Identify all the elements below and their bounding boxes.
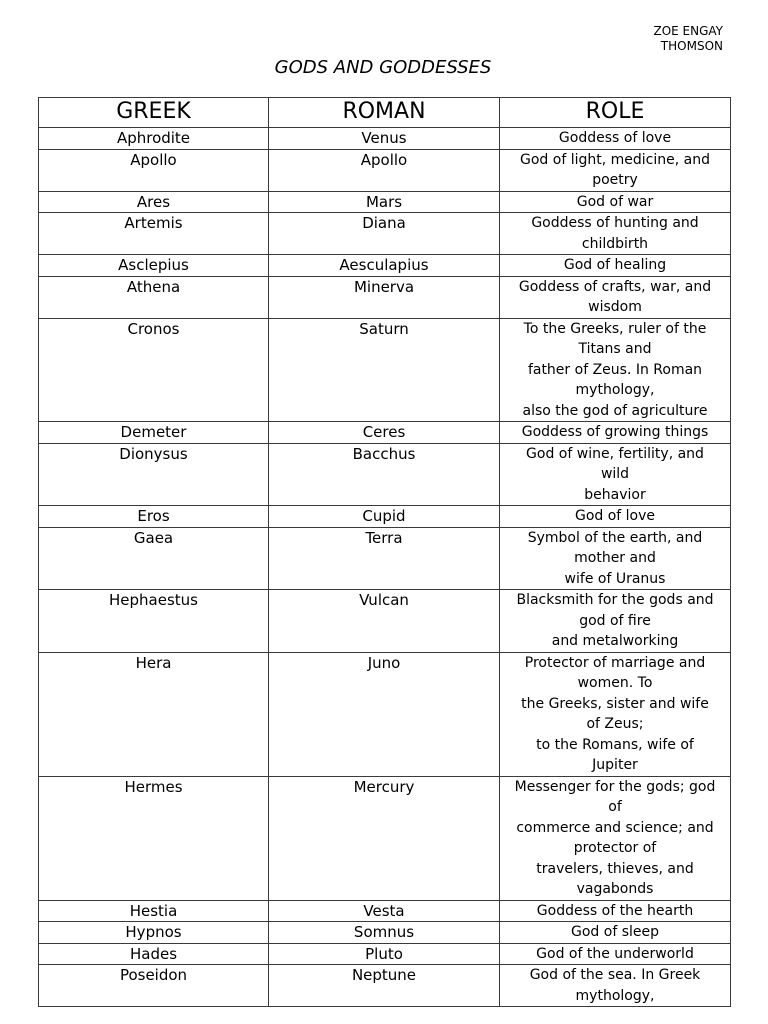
table-row	[39, 255, 731, 277]
role-line: mythology,	[575, 987, 655, 1004]
role-cell	[500, 149, 731, 191]
role-line: to the Romans, wife of	[536, 736, 694, 753]
column-header-greek: GREEK	[39, 98, 269, 128]
greek-name-cell: Hades	[39, 943, 269, 965]
table-header-row	[39, 98, 731, 128]
table-row	[39, 191, 731, 213]
role-line: mother and	[574, 550, 656, 566]
role-cell	[500, 590, 731, 653]
roman-name-cell: Terra	[269, 527, 500, 590]
role-line: childbirth	[581, 235, 649, 252]
role-line: women. To	[577, 675, 653, 691]
role-cell	[500, 213, 731, 255]
table-row	[39, 276, 731, 318]
table-body	[39, 128, 731, 1007]
role-cell	[500, 965, 731, 1007]
role-line: of Zeus;	[586, 716, 644, 732]
role-line: God of wine, fertility, and	[526, 445, 704, 462]
roman-name-cell: Aesculapius	[269, 255, 500, 277]
role-line: God of light, medicine, and	[520, 151, 710, 168]
author-line-1: ZOE ENGAY	[653, 24, 723, 38]
role-cell	[500, 776, 731, 900]
author-line-2: THOMSON	[660, 39, 723, 53]
greek-name-cell: Hestia	[39, 900, 269, 922]
roman-name-cell: Diana	[269, 213, 500, 255]
roman-name-cell: Apollo	[269, 149, 500, 191]
role-line: vagabonds	[576, 881, 654, 897]
table-row	[39, 943, 731, 965]
roman-name-cell: Juno	[269, 652, 500, 776]
greek-name-cell: Hephaestus	[39, 590, 269, 653]
roman-name-cell: Minerva	[269, 276, 500, 318]
roman-name-cell: Ceres	[269, 422, 500, 444]
role-line: Goddess of crafts, war, and	[518, 278, 712, 295]
role-line: wisdom	[588, 299, 642, 315]
column-header-role: ROLE	[500, 98, 731, 128]
role-line: and metalworking	[551, 633, 679, 649]
roman-name-cell: Somnus	[269, 922, 500, 944]
table-row	[39, 443, 731, 506]
role-cell	[500, 422, 731, 444]
table-row	[39, 652, 731, 776]
role-line: Protector of marriage and	[524, 654, 706, 671]
table-row	[39, 506, 731, 528]
table-row	[39, 422, 731, 444]
greek-name-cell: Eros	[39, 506, 269, 528]
role-line: the Greeks, sister and wife	[521, 695, 709, 712]
role-cell	[500, 943, 731, 965]
role-line: God of the sea. In Greek	[529, 967, 701, 983]
table-row	[39, 900, 731, 922]
table-row	[39, 149, 731, 191]
greek-name-cell: Demeter	[39, 422, 269, 444]
roman-name-cell: Mercury	[269, 776, 500, 900]
greek-name-cell: Hypnos	[39, 922, 269, 944]
role-line: Blacksmith for the gods and	[516, 592, 714, 608]
role-line: wild	[600, 466, 630, 482]
greek-name-cell: Asclepius	[39, 255, 269, 277]
roman-name-cell: Mars	[269, 191, 500, 213]
greek-name-cell: Ares	[39, 191, 269, 213]
role-line: mythology,	[575, 382, 655, 398]
greek-name-cell: Hermes	[39, 776, 269, 900]
table-row	[39, 776, 731, 900]
table-row	[39, 590, 731, 653]
table-row	[39, 922, 731, 944]
roman-name-cell: Saturn	[269, 318, 500, 422]
role-line: Symbol of the earth, and	[527, 529, 703, 546]
role-line: travelers, thieves, and	[536, 860, 694, 877]
role-cell	[500, 255, 731, 277]
role-line: also the god of agriculture	[522, 402, 708, 419]
role-cell	[500, 191, 731, 213]
role-cell	[500, 443, 731, 506]
column-header-roman: ROMAN	[269, 98, 500, 128]
author-name	[653, 24, 723, 54]
greek-name-cell: Apollo	[39, 149, 269, 191]
roman-name-cell: Vulcan	[269, 590, 500, 653]
role-line: Goddess of love	[558, 130, 672, 146]
role-line: god of fire	[579, 612, 651, 629]
greek-name-cell: Dionysus	[39, 443, 269, 506]
roman-name-cell: Vesta	[269, 900, 500, 922]
roman-name-cell: Cupid	[269, 506, 500, 528]
role-line: behavior	[584, 486, 646, 503]
role-line: God of the underworld	[536, 945, 694, 962]
greek-name-cell: Aphrodite	[39, 128, 269, 150]
role-line: God of love	[574, 508, 656, 524]
role-line: God of war	[576, 193, 654, 210]
table-row	[39, 527, 731, 590]
role-line: Messenger for the gods; god	[514, 778, 716, 795]
greek-name-cell: Artemis	[39, 213, 269, 255]
greek-name-cell: Hera	[39, 652, 269, 776]
table-row	[39, 128, 731, 150]
greek-name-cell: Cronos	[39, 318, 269, 422]
role-cell	[500, 128, 731, 150]
roman-name-cell: Venus	[269, 128, 500, 150]
role-line: poetry	[592, 172, 638, 188]
roman-name-cell: Neptune	[269, 965, 500, 1007]
greek-name-cell: Athena	[39, 276, 269, 318]
roman-name-cell: Bacchus	[269, 443, 500, 506]
greek-name-cell: Gaea	[39, 527, 269, 590]
role-line: commerce and science; and	[516, 819, 714, 836]
role-line: Titans and	[578, 341, 652, 357]
roman-name-cell: Pluto	[269, 943, 500, 965]
page-title: GODS AND GODDESSES	[274, 57, 492, 78]
role-cell	[500, 318, 731, 422]
role-line: father of Zeus. In Roman	[527, 361, 703, 378]
role-cell	[500, 276, 731, 318]
role-line: Jupiter	[592, 757, 638, 773]
role-line: To the Greeks, ruler of the	[523, 320, 707, 337]
role-line: protector of	[573, 840, 657, 856]
role-cell	[500, 527, 731, 590]
greek-name-cell: Poseidon	[39, 965, 269, 1007]
role-line: of	[608, 799, 622, 815]
role-line: God of healing	[563, 257, 667, 273]
table-row	[39, 965, 731, 1007]
role-cell	[500, 506, 731, 528]
role-line: Goddess of hunting and	[531, 215, 699, 231]
role-line: God of sleep	[571, 924, 659, 940]
role-cell	[500, 922, 731, 944]
gods-table	[38, 97, 731, 1007]
table-row	[39, 213, 731, 255]
role-cell	[500, 900, 731, 922]
role-line: Goddess of growing things	[521, 424, 709, 440]
role-line: wife of Uranus	[564, 570, 666, 587]
role-cell	[500, 652, 731, 776]
role-line: Goddess of the hearth	[536, 902, 694, 919]
table-row	[39, 318, 731, 422]
